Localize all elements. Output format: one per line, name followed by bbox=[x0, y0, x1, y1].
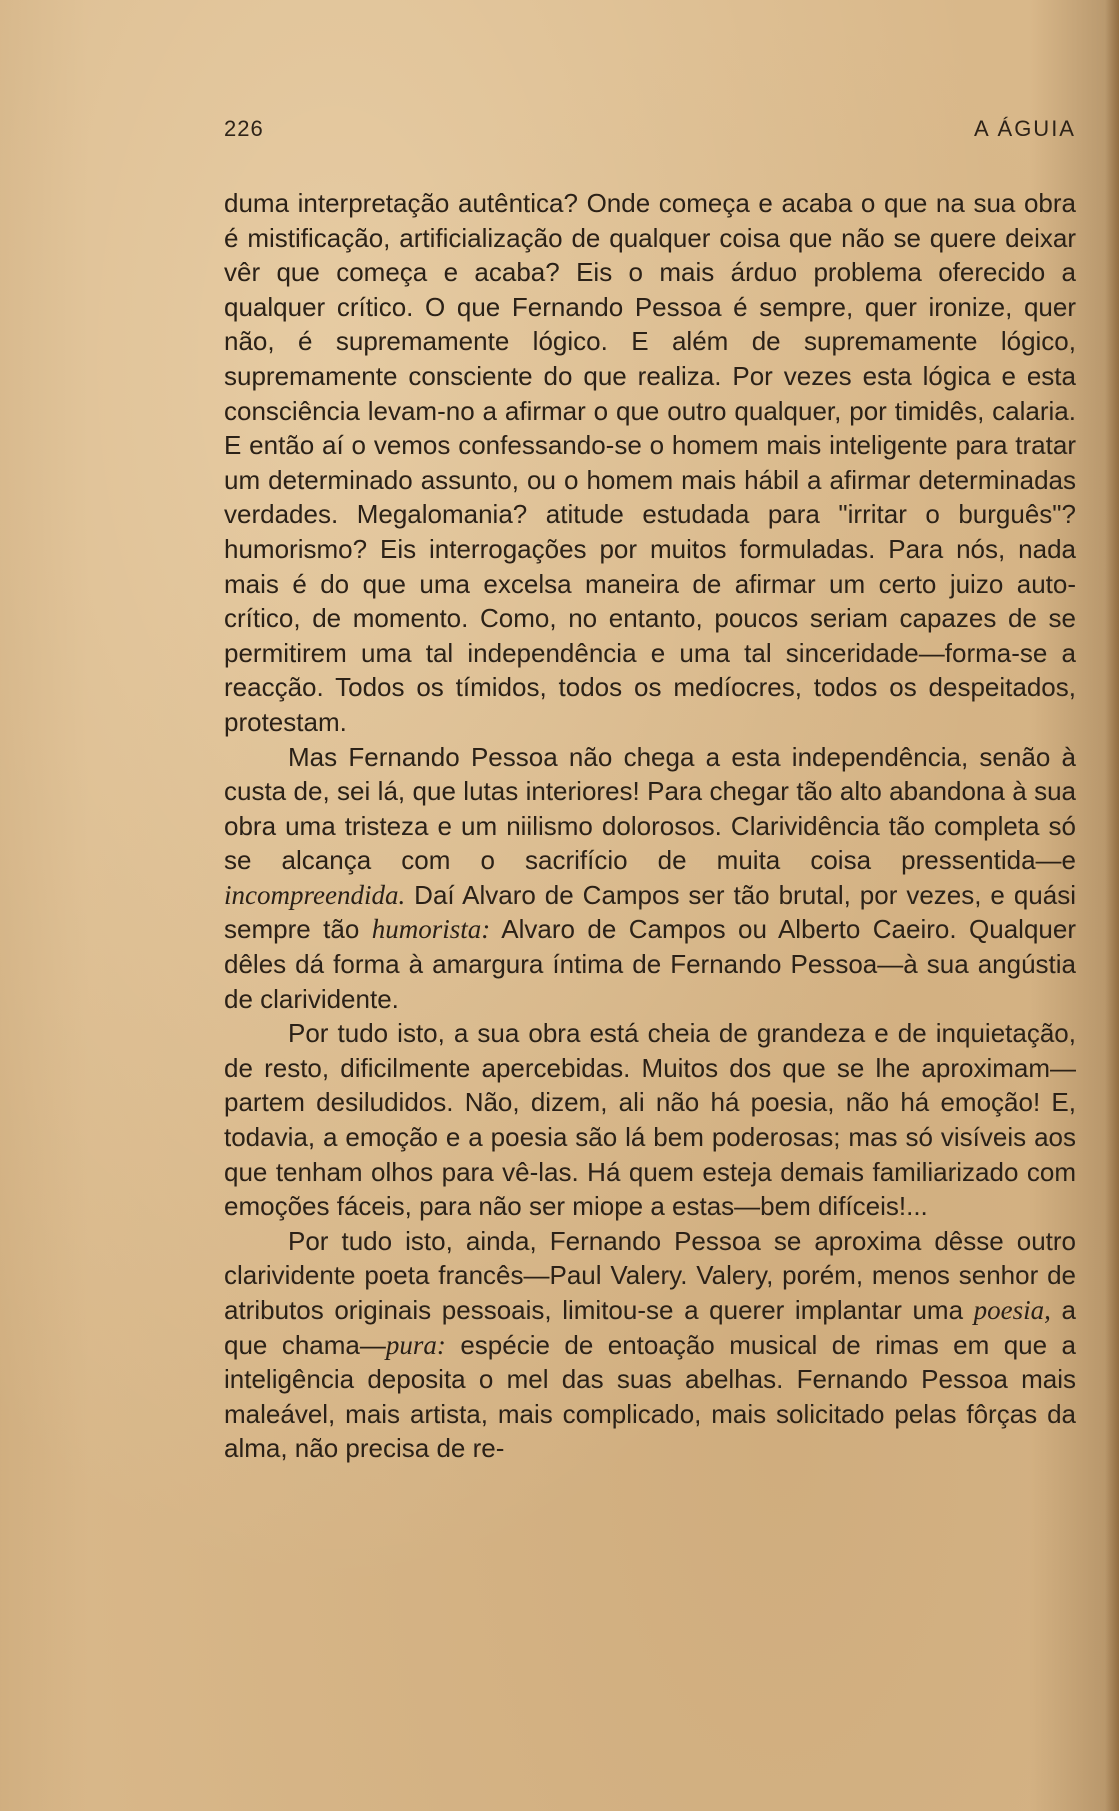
italic-term: humorista: bbox=[371, 914, 491, 945]
body-text bbox=[224, 186, 1076, 1466]
text-segment: espécie de entoação musical de rimas em que a inteligência deposita o mel das suas abelhas. Fernando Pessoa mais maleável, mais artista, mais complicado, mais solicitado pelas fôrças da alma, não precisa de re- bbox=[224, 1329, 1076, 1464]
paragraph bbox=[224, 186, 1076, 740]
paragraph bbox=[224, 740, 1076, 1017]
text-segment: Daí Alvaro de Campos ser tão brutal, por vezes, e quási sempre tão bbox=[224, 879, 1076, 945]
text-segment: a que chama— bbox=[224, 1295, 1076, 1360]
page-number: 226 bbox=[224, 116, 264, 141]
italic-term: pura: bbox=[385, 1329, 446, 1360]
text-segment: Por tudo isto, a sua obra está cheia de grandeza e de inquietação, de resto, dificilmente apercebidas. Muitos dos que se lhe aproximam—partem desiludidos. Não, dizem, ali não há poesia, não há emoção! E, todavia, a emoção e a poesia são lá bem poderosas; mas só visíveis aos que tenham olhos para vê-las. Há quem esteja demais familiarizado com emoções fáceis, para não ser miope a estas—bem difíceis!... bbox=[224, 1018, 1076, 1222]
italic-term: poesia, bbox=[973, 1295, 1051, 1325]
text-segment: Alvaro de Campos ou Alberto Caeiro. Qualquer dêles dá forma à amargura íntima de Fernando Pessoa—à sua angústia de clarividente. bbox=[224, 914, 1076, 1014]
text-segment: duma interpretação autêntica? Onde começa e acaba o que na sua obra é mistificação, artificialização de qualquer coisa que não se quere deixar vêr que começa e acaba? Eis o mais árduo problema oferecido a qualquer crítico. O que Fernando Pessoa é sempre, quer ironize, quer não, é supremamente lógico. E além de supremamente lógico, supremamente consciente do que realiza. Por vezes esta lógica e esta consciência levam-no a afirmar o que outro qualquer, por timidês, calaria. E então aí o vemos confessando-se o homem mais inteligente para tratar um determinado assunto, ou o homem mais hábil a afirmar determinadas verdades. Megalomania? atitude estudada para "irritar o burguês"? humorismo? Eis interrogações por muitos formuladas. Para nós, nada mais é do que uma excelsa maneira de afirmar um certo juizo auto-crítico, de momento. Como, no entanto, poucos seriam capazes de se permitirem uma tal independência e uma tal sinceridade—forma-se a reacção. Todos os tímidos, todos os medíocres, todos os despeitados, protestam. bbox=[224, 188, 1076, 737]
text-segment: Por tudo isto, ainda, Fernando Pessoa se aproxima dêsse outro clarividente poeta francês—Paul Valery. Valery, porém, menos senhor de atributos originais pessoais, limitou-se a querer implantar uma bbox=[224, 1225, 1076, 1325]
running-title: A ÁGUIA bbox=[973, 116, 1076, 141]
paragraph bbox=[224, 1016, 1076, 1224]
italic-term: incompreendida. bbox=[224, 879, 406, 910]
text-segment: Mas Fernando Pessoa não chega a esta independência, senão à custa de, sei lá, que lutas interiores! Para chegar tão alto abandona à sua obra uma tristeza e um niilismo dolorosos. Clarividência tão completa só se alcança com o sacrifício de muita coisa pressentida—e bbox=[224, 741, 1076, 876]
page-edge-shadow bbox=[1105, 0, 1119, 1811]
page-header bbox=[224, 116, 1076, 148]
paragraph bbox=[224, 1224, 1076, 1466]
